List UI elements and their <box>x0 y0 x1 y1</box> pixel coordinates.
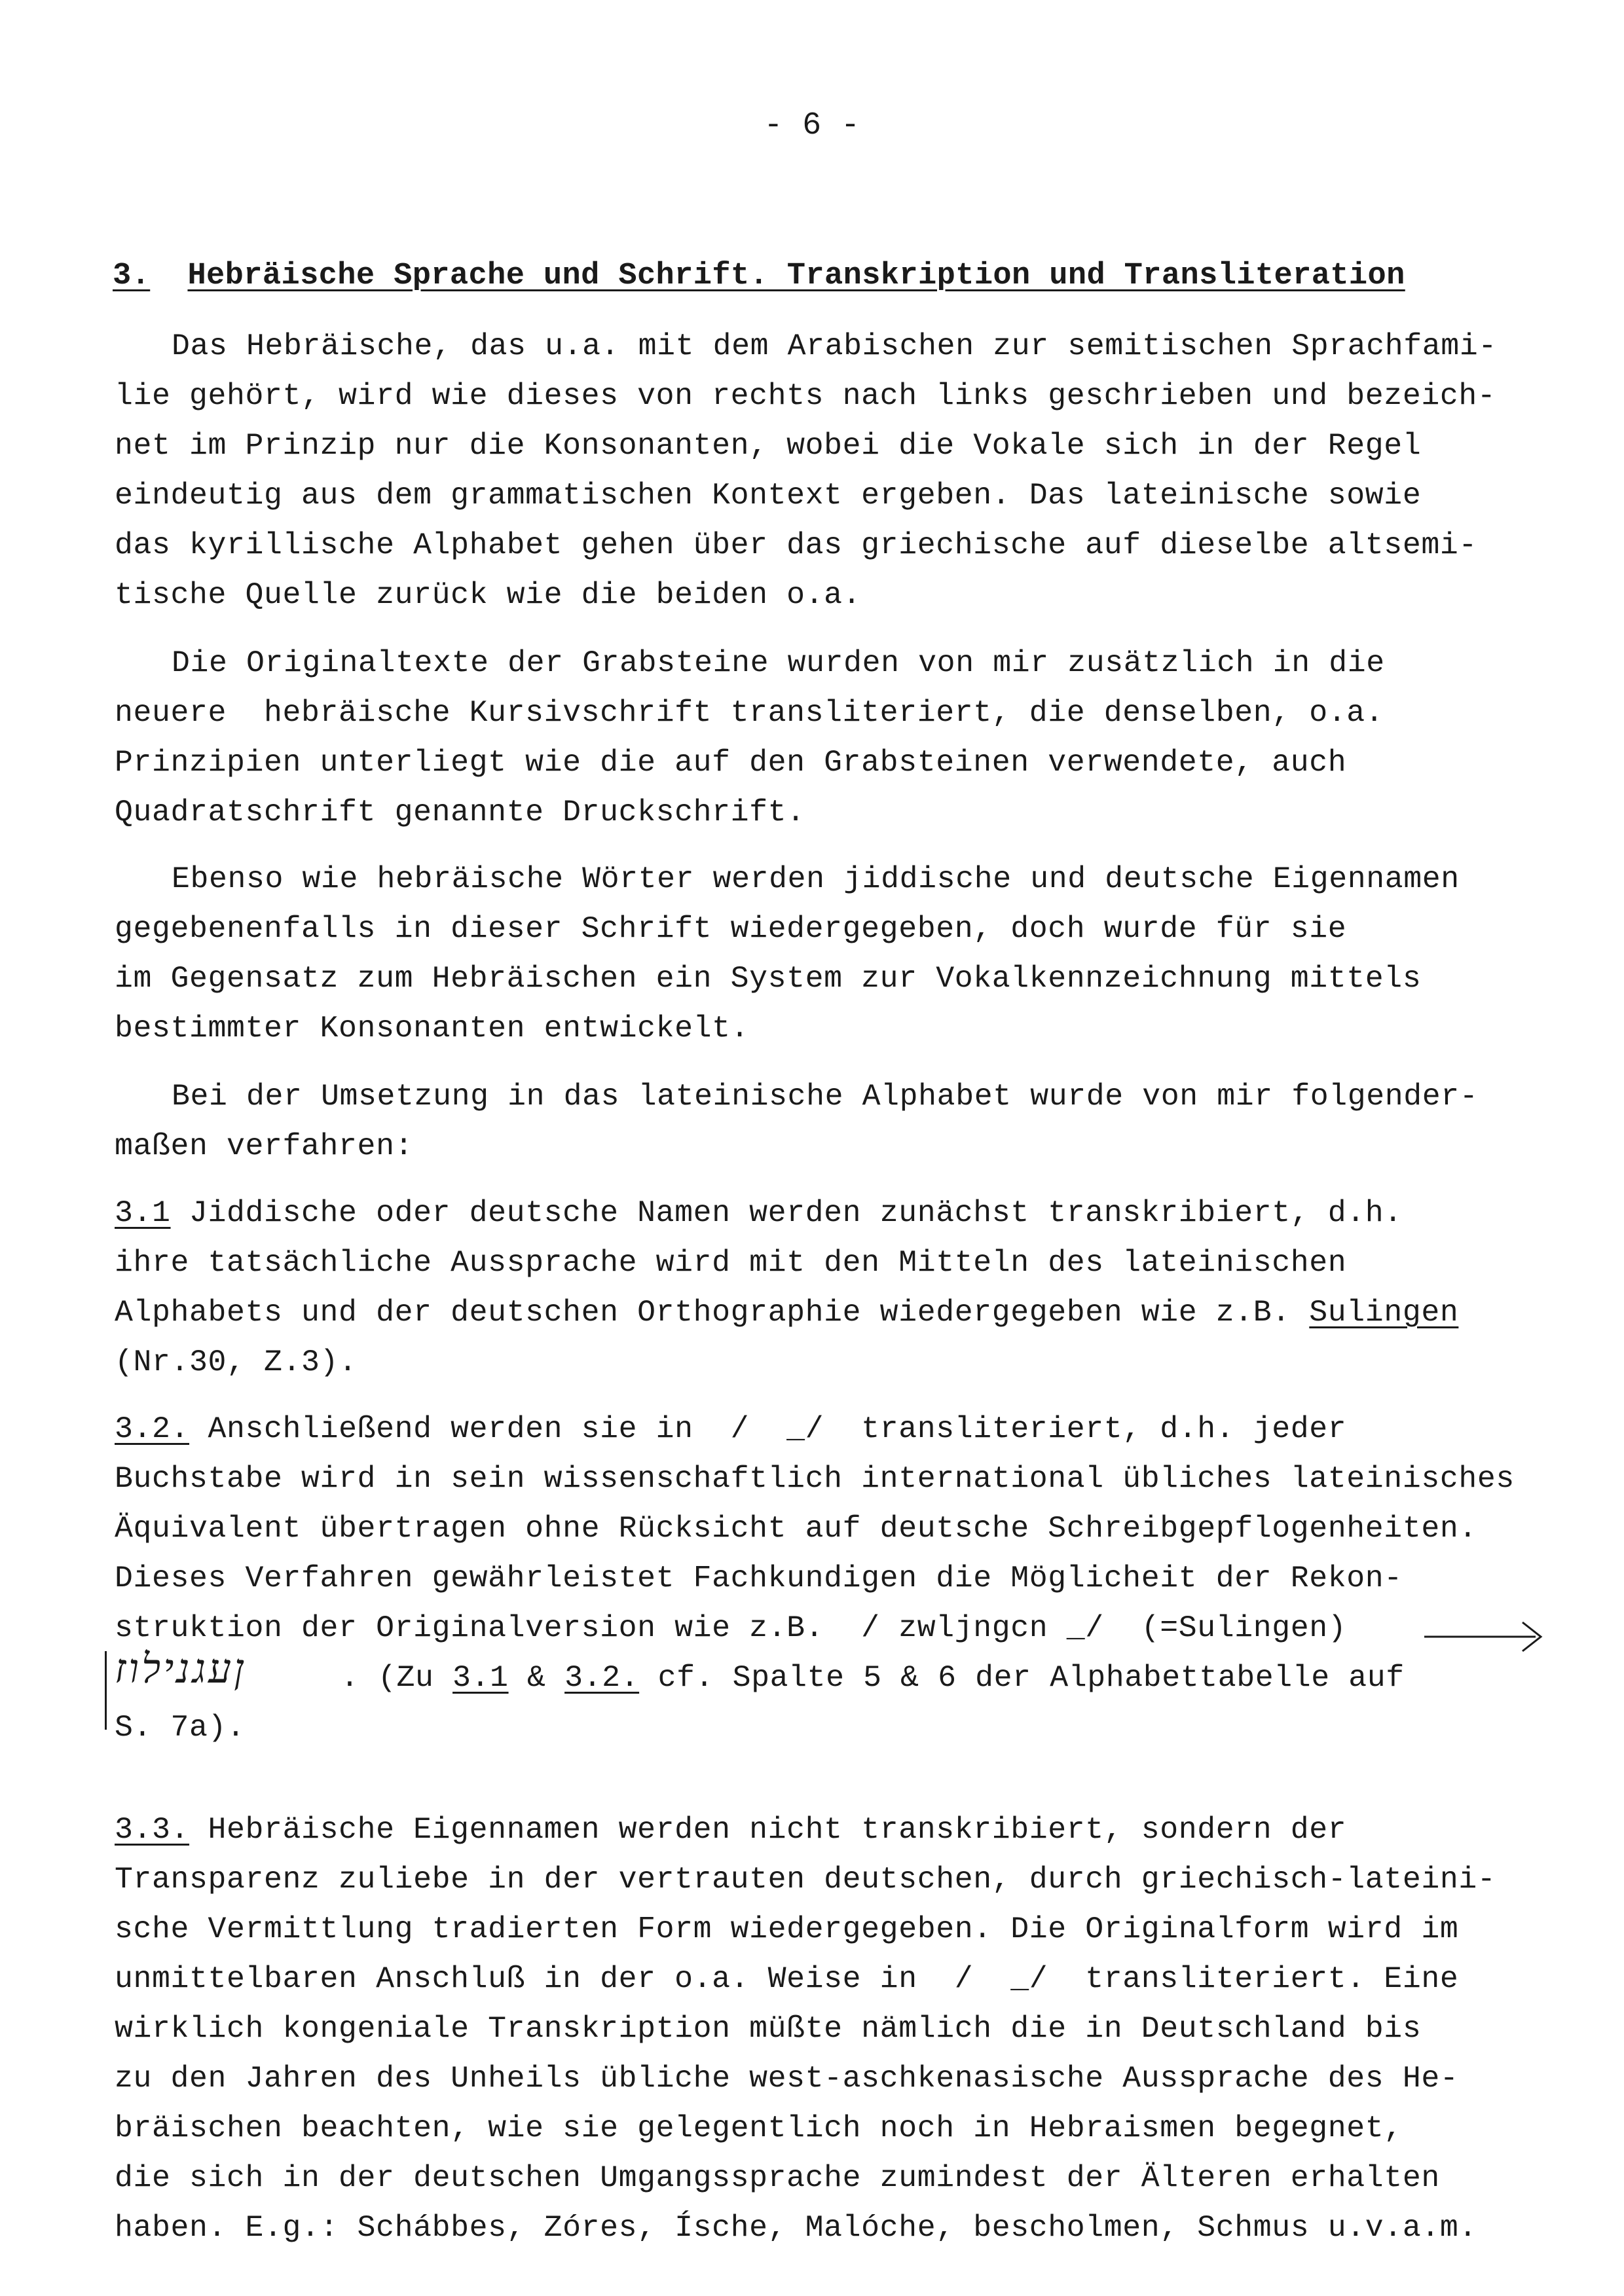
paragraph-1-line: Das Hebräische, das u.a. mit dem Arabischen zur semitischen Sprachfami- <box>172 329 1497 363</box>
paragraph-4-line: maßen verfahren: <box>115 1129 414 1163</box>
section-3-1-line: ihre tatsächliche Aussprache wird mit den Mitteln des lateinischen <box>115 1245 1347 1280</box>
section-3-1-line: 3.1 Jiddische oder deutsche Namen werden zunächst transkribiert, d.h. <box>115 1195 1403 1230</box>
section-3-2-line: struktion der Originalversion wie z.B. / zwljngcn _/ (=Sulingen) <box>115 1611 1347 1645</box>
section-3-2-number: 3.2. <box>115 1412 190 1446</box>
section-3-1-number: 3.1 <box>115 1195 171 1230</box>
page-number: - 6 - <box>764 108 860 143</box>
section-3-2-line: 3.2. Anschließend werden sie in / _/ transliteriert, d.h. jeder <box>115 1412 1347 1446</box>
section-3-3-line: sche Vermittlung tradierten Form wiedergegeben. Die Originalform wird im <box>115 1912 1459 1946</box>
section-3-2-line: S. 7a). <box>115 1710 246 1745</box>
paragraph-4-line: Bei der Umsetzung in das lateinische Alphabet wurde von mir folgender- <box>172 1079 1479 1114</box>
paragraph-1-line: net im Prinzip nur die Konsonanten, wobei die Vokale sich in der Regel <box>115 428 1422 463</box>
heading-title: Hebräische Sprache und Schrift. Transkription und Transliteration <box>187 259 1405 293</box>
section-3-3-line: 3.3. Hebräische Eigennamen werden nicht transkribiert, sondern der <box>115 1812 1347 1847</box>
paragraph-3-line: Ebenso wie hebräische Wörter werden jiddische und deutsche Eigennamen <box>172 862 1460 896</box>
paragraph-3-line: im Gegensatz zum Hebräischen ein System zur Vokalkennzeichnung mittels <box>115 961 1422 996</box>
section-3-2-line: Dieses Verfahren gewährleistet Fachkundigen die Möglicheit der Rekon- <box>115 1561 1403 1595</box>
section-3-3-line: haben. E.g.: Schábbes, Zóres, Ísche, Malóche, bescholmen, Schmus u.v.a.m. <box>115 2210 1477 2245</box>
section-3-3-line: zu den Jahren des Unheils übliche west-aschkenasische Aussprache des He- <box>115 2061 1459 2096</box>
hebrew-handwritten-name: ןעגנילוז <box>115 1645 247 1692</box>
paragraph-2-line: neuere hebräische Kursivschrift transliteriert, die denselben, o.a. <box>115 695 1384 730</box>
section-3-3-line: unmittelbaren Anschluß in der o.a. Weise in / _/ transliteriert. Eine <box>115 1961 1459 1996</box>
paragraph-2-line: Prinzipien unterliegt wie die auf den Grabsteinen verwendete, auch <box>115 745 1347 780</box>
section-3-3-line: bräischen beachten, wie sie gelegentlich noch in Hebraismen begegnet, <box>115 2111 1403 2145</box>
paragraph-1-line: das kyrillische Alphabet gehen über das griechische auf dieselbe altsemi- <box>115 528 1477 562</box>
reference-3-1: 3.1 <box>452 1660 509 1695</box>
section-heading <box>113 259 1405 293</box>
section-3-3-number: 3.3. <box>115 1812 190 1847</box>
paragraph-3-line: bestimmter Konsonanten entwickelt. <box>115 1011 750 1046</box>
reference-3-2: 3.2. <box>564 1660 640 1695</box>
section-3-3-line: Transparenz zuliebe in der vertrauten deutschen, durch griechisch-lateini- <box>115 1862 1496 1897</box>
section-3-1-line: Alphabets und der deutschen Orthographie wiedergegeben wie z.B. Sulingen <box>115 1295 1459 1330</box>
section-3-1-line: (Nr.30, Z.3). <box>115 1345 358 1379</box>
margin-mark <box>105 1651 107 1730</box>
paragraph-3-line: gegebenenfalls in dieser Schrift wiedergegeben, doch wurde für sie <box>115 911 1347 946</box>
right-arrow-icon <box>1424 1617 1549 1656</box>
paragraph-1-line: lie gehört, wird wie dieses von rechts nach links geschrieben und bezeich- <box>115 378 1496 413</box>
section-3-3-line: wirklich kongeniale Transkription müßte nämlich die in Deutschland bis <box>115 2011 1422 2046</box>
example-name: Sulingen <box>1309 1295 1459 1330</box>
section-3-2-line: Buchstabe wird in sein wissenschaftlich international übliches lateinisches <box>115 1461 1515 1496</box>
section-3-3-line: die sich in der deutschen Umgangssprache zumindest der Älteren erhalten <box>115 2160 1440 2195</box>
heading-number: 3. <box>113 259 151 293</box>
section-3-2-line: Äquivalent übertragen ohne Rücksicht auf deutsche Schreibgepflogenheiten. <box>115 1511 1477 1546</box>
section-3-2-line: . (Zu 3.1 & 3.2. cf. Spalte 5 & 6 der Alphabettabelle auf <box>341 1660 1405 1695</box>
paragraph-2-line: Die Originaltexte der Grabsteine wurden von mir zusätzlich in die <box>172 646 1385 680</box>
paragraph-2-line: Quadratschrift genannte Druckschrift. <box>115 795 805 829</box>
paragraph-1-line: eindeutig aus dem grammatischen Kontext ergeben. Das lateinische sowie <box>115 478 1422 513</box>
paragraph-1-line: tische Quelle zurück wie die beiden o.a. <box>115 577 862 612</box>
